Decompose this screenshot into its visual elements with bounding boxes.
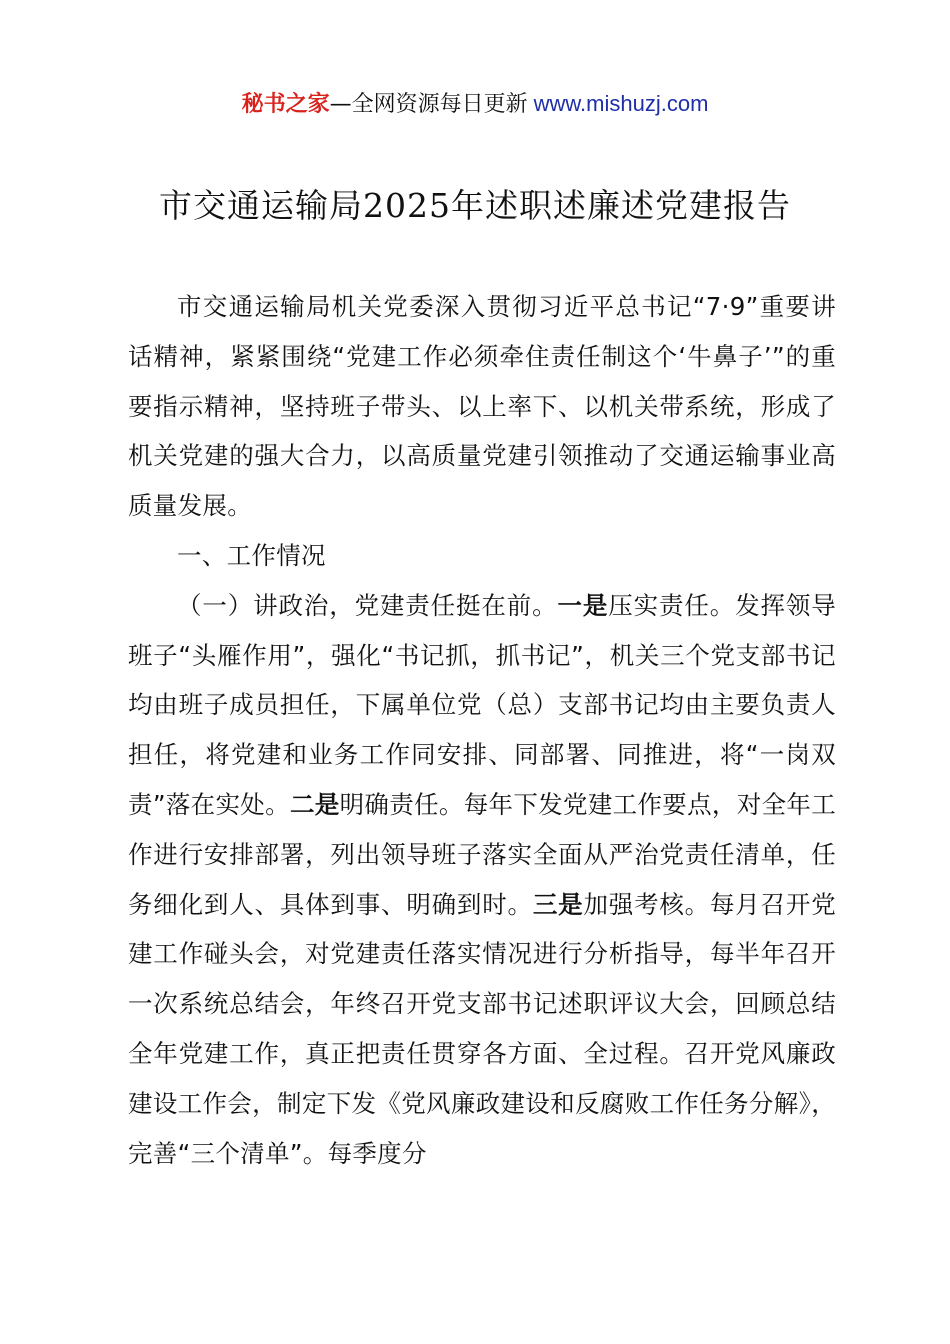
- site-header: [0, 86, 950, 123]
- point-one-text: 压实责任。发挥领导班子“头雁作用”，强化“书记抓，抓书记”，机关三个党支部书记均由班子成员担任，下属单位党（总）支部书记均由主要负责人担任，将党建和业务工作同安排、同部署、同推进，将“一岗双责”落在实处。: [128, 590, 837, 819]
- header-dash: —: [329, 92, 352, 117]
- point-three-text: 加强考核。每月召开党建工作碰头会，对党建责任落实情况进行分析指导，每半年召开一次系统总结会，年终召开党支部书记述职评议大会，回顾总结全年党建工作，真正把责任贯穿各方面、全过程。召开党风廉政建设工作会，制定下发《党风廉政建设和反腐败工作任务分解》，完善“三个清单”。每季度分: [128, 889, 836, 1168]
- brand-name: 秘书之家: [241, 92, 330, 117]
- site-url-link[interactable]: www.mishuzj.com: [533, 91, 709, 116]
- subsection-lead: （一）讲政治，党建责任挺在前。: [177, 590, 558, 620]
- document-title: 市交通运输局2025年述职述廉述党建报告: [159, 186, 791, 225]
- point-two-label: 二是: [289, 789, 340, 819]
- point-one-label: 一是: [557, 590, 609, 620]
- section-heading: 一、工作情况: [177, 540, 326, 570]
- point-three-label: 三是: [532, 889, 584, 919]
- point-two-text: 明确责任。每年下发党建工作要点，对全年工作进行安排部署，列出领导班子落实全面从严治党责任清单，任务细化到人、具体到事、明确到时。: [128, 789, 837, 919]
- document-body: [128, 282, 836, 1178]
- section-paragraph: [128, 581, 836, 1179]
- intro-paragraph: 市交通运输局机关党委深入贯彻习近平总书记“7·9”重要讲话精神，紧紧围绕“党建工作必须牵住责任制这个‘牛鼻子’”的重要指示精神，坚持班子带头、以上率下、以机关带系统，形成了机关党建的强大合力，以高质量党建引领推动了交通运输事业高质量发展。: [128, 292, 836, 521]
- header-slogan: 全网资源每日更新: [351, 92, 528, 117]
